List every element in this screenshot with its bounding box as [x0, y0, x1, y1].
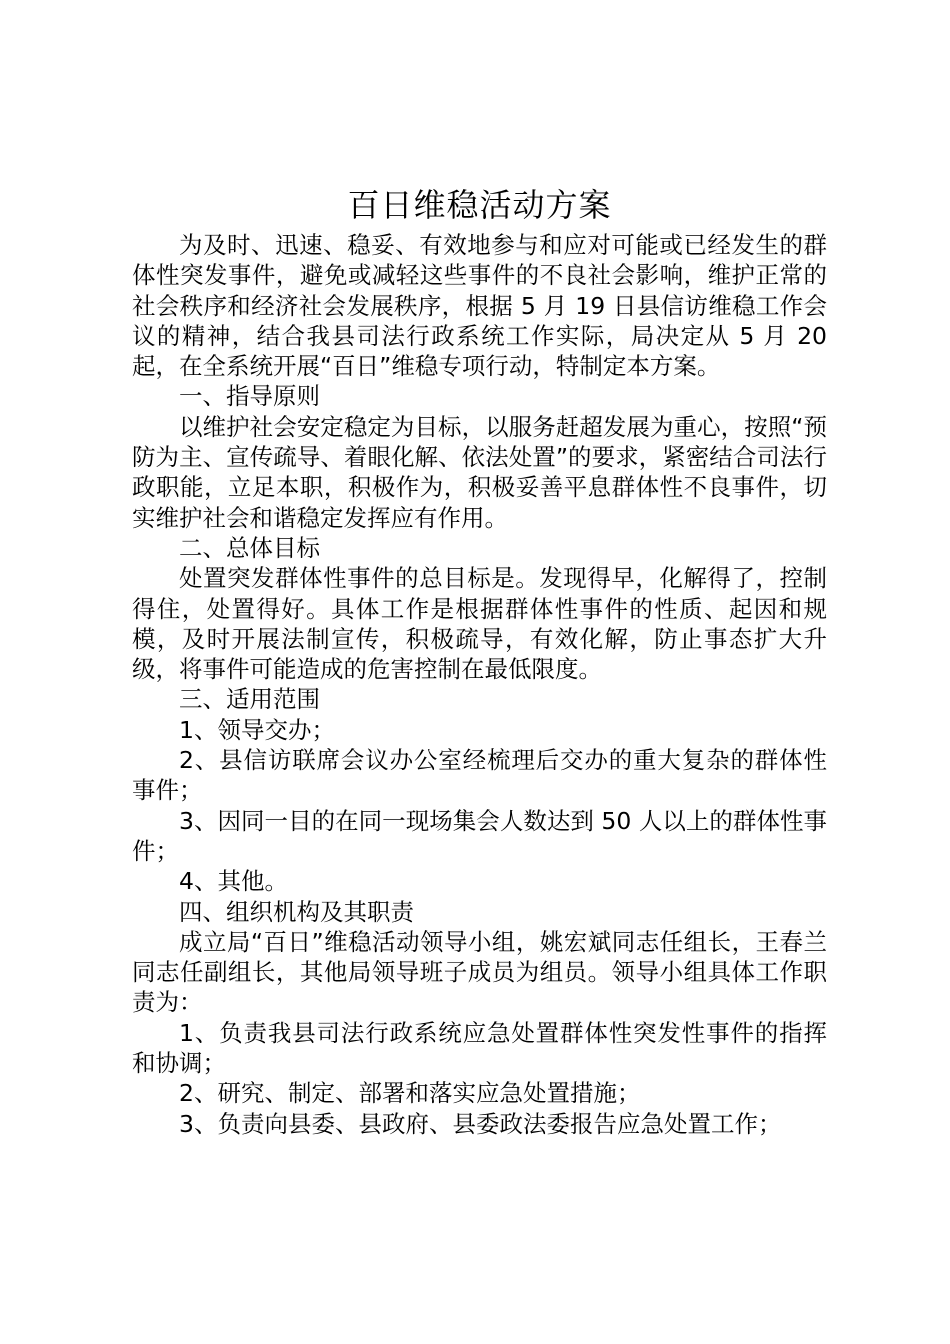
duty-item-3: 3、负责向县委、县政府、县委政法委报告应急处置工作； — [179, 1109, 782, 1138]
paragraph-organization: 成立局“百日”维稳活动领导小组，姚宏斌同志任组长，王春兰同志任副组长，其他局领导班子成员为组员。领导小组具体工作职责为： — [132, 927, 827, 1017]
scope-item-2: 2、县信访联席会议办公室经梳理后交办的重大复杂的群体性事件； — [132, 746, 827, 805]
duty-item-1: 1、负责我县司法行政系统应急处置群体性突发性事件的指挥和协调； — [132, 1018, 827, 1078]
heading-organization: 四、组织机构及其职责 — [179, 897, 414, 926]
heading-scope: 三、适用范围 — [179, 685, 320, 714]
scope-item-1: 1、领导交办； — [179, 715, 335, 744]
paragraph-intro: 为及时、迅速、稳妥、有效地参与和应对可能或已经发生的群体性突发事件，避免或减轻这些事件的不良社会影响，维护正常的社会秩序和经济社会发展秩序，根据 5 月 19 日县信访维稳工作会议的精神，结合我县司法行政系统工作实际，局决定从 5 月 20 起，在全系统开展“百日”维稳专项行动，特制定本方案。 — [132, 231, 827, 381]
heading-guiding-principles: 一、指导原则 — [179, 382, 320, 411]
scope-item-3: 3、因同一目的在同一现场集会人数达到 50 人以上的群体性事件； — [132, 806, 827, 865]
paragraph-guiding-principles: 以维护社会安定稳定为目标，以服务赶超发展为重心，按照“预防为主、宣传疏导、着眼化解、依法处置”的要求，紧密结合司法行政职能，立足本职，积极作为，积极妥善平息群体性不良事件，切实维护社会和谐稳定发挥应有作用。 — [132, 412, 827, 532]
document-page — [132, 180, 827, 1139]
paragraph-overall-goal: 处置突发群体性事件的总目标是。发现得早，化解得了，控制得住，处置得好。具体工作是根据群体性事件的性质、起因和规模，及时开展法制宣传，积极疏导，有效化解，防止事态扩大升级，将事件可能造成的危害控制在最低限度。 — [132, 564, 827, 684]
document-title: 百日维稳活动方案 — [347, 186, 612, 224]
heading-overall-goal: 二、总体目标 — [179, 533, 320, 562]
scope-item-4: 4、其他。 — [179, 867, 288, 896]
duty-item-2: 2、研究、制定、部署和落实应急处置措施； — [179, 1079, 641, 1108]
